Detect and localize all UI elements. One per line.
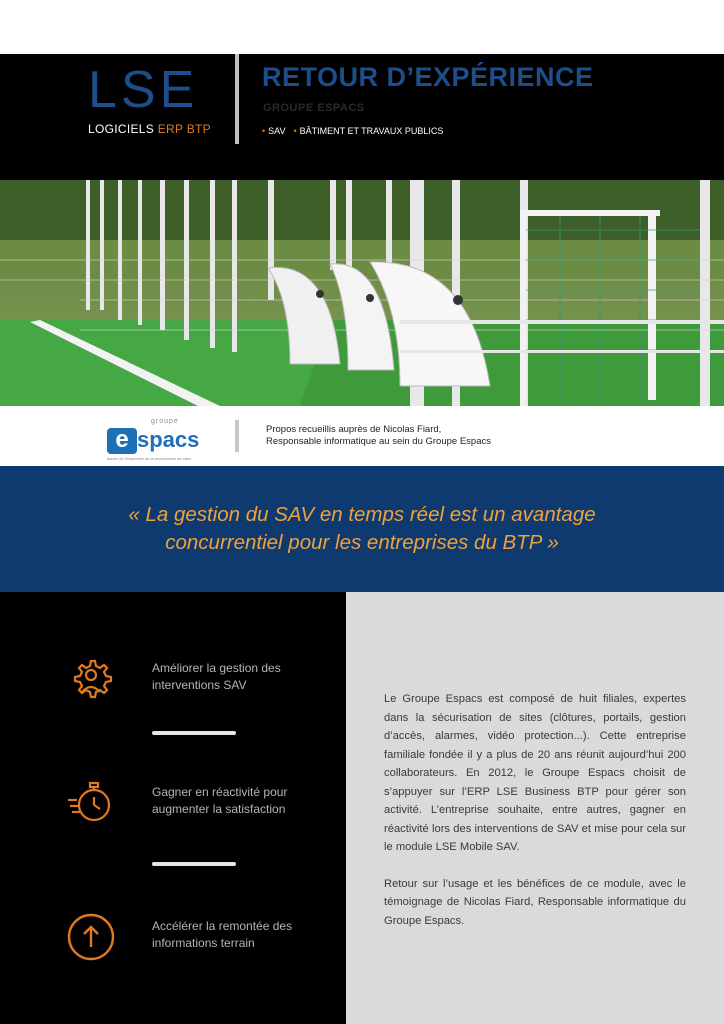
intro-column [346,592,724,1024]
benefit-label: Accélérer la remontée des informations terrain [152,919,293,950]
arrow-up-circle-icon [66,912,116,962]
pull-quote: « La gestion du SAV en temps réel est un avantage concurrentiel pour les entreprises du BTP » [128,503,596,554]
header-band [0,54,724,180]
header-divider [235,54,239,144]
benefit-item [66,912,326,962]
source-band [0,406,724,466]
benefit-item [66,778,326,828]
lse-logo [88,61,211,136]
espacs-mark-icon: e [107,428,137,454]
logo-lse-text: LSE [88,61,199,119]
stopwatch-icon [66,778,116,828]
logo-subtitle: LOGICIELS ERP BTP [88,122,211,136]
quote-band [0,466,724,592]
espacs-logo: groupe e spacs leader de l'ensemble de la sécurisation de sites [107,418,200,461]
benefit-label: Gagner en réactivité pour augmenter la satisfaction [152,785,288,816]
tag-btp: • BÂTIMENT ET TRAVAUX PUBLICS [293,126,444,136]
benefits-column [0,592,346,1024]
page-title: RETOUR D’EXPÉRIENCE [262,62,594,92]
interview-source: Propos recueillis auprès de Nicolas Fiard, Responsable informatique au sein du Groupe Espacs [266,424,491,447]
benefit-separator [152,862,236,866]
page-subtitle: GROUPE ESPACS [263,102,365,114]
source-divider [235,420,239,452]
intro-paragraph: Le Groupe Espacs est composé de huit filiales, expertes dans la sécurisation de sites (clôtures, portails, gestion d’accès, alarmes, vidéo protection...). Cette entreprise familiale fondée il y a plus de 20 ans réunit aujourd’hui 200 collaborateurs. En 2012, le Groupe Espacs choisit de s’appuyer sur l’ERP LSE Business BTP pour gérer son activité. L’entreprise souhaite, entre autres, gagner en réactivité lors des interventions de SAV et mise pour cela sur le module LSE Mobile SAV. [384,693,686,853]
intro-paragraph: Retour sur l’usage et les bénéfices de ce module, avec le témoignage de Nicolas Fiard, Responsable informatique du Groupe Espacs. [384,877,686,927]
gear-worker-icon [66,654,116,704]
tag-sav: • SAV [262,126,286,136]
stadium-photo [0,180,724,406]
intro-text [384,690,686,930]
benefit-separator [152,731,236,735]
category-tags [262,126,443,136]
benefit-label: Améliorer la gestion des interventions SAV [152,661,281,692]
benefit-item [66,654,326,704]
